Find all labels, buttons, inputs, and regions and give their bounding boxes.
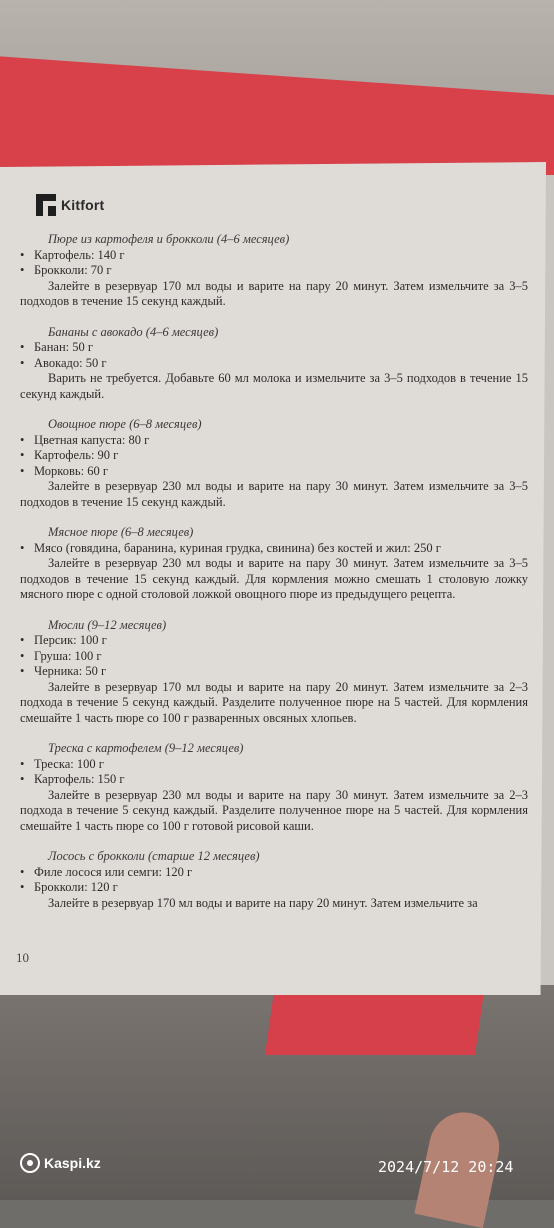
bullet-icon: •: [20, 432, 25, 447]
ingredient-item: [20, 880, 528, 896]
recipe-title: Треска с картофелем (9–12 месяцев): [48, 741, 244, 755]
ingredient-item: [20, 649, 528, 665]
recipe-instructions: Варить не требуется. Добавьте 60 мл молока и измельчите за 3–5 подходов в течение 15 секунд каждый.: [20, 371, 528, 401]
kitfort-logo-icon: [34, 192, 58, 218]
recipe: [20, 417, 528, 510]
recipe-instructions: Залейте в резервуар 230 мл воды и варите на пару 30 минут. Затем измельчите за 3–5 подходов в течение 15 секунд каждый.: [20, 479, 528, 509]
ingredient-item: [20, 664, 528, 680]
ingredient-item: [20, 464, 528, 480]
recipe-instructions: Залейте в резервуар 230 мл воды и варите на пару 30 минут. Затем измельчите за 3–5 подходов в течение 15 секунд каждый. Для кормления можно смешать 1 столовую ложку мясного пюре с одной столовой ложкой овощного пюре из предыдущего рецепта.: [20, 556, 528, 601]
ingredient-text: Картофель: 150 г: [34, 772, 125, 786]
recipe-instructions: Залейте в резервуар 170 мл воды и варите на пару 20 минут. Затем измельчите за: [48, 895, 478, 910]
recipe: [20, 525, 528, 603]
bullet-icon: •: [20, 355, 25, 370]
ingredient-text: Картофель: 140 г: [34, 247, 125, 262]
ingredient-item: [20, 757, 528, 773]
ingredient-text: Брокколи: 70 г: [34, 263, 112, 277]
ingredient-text: Треска: 100 г: [34, 756, 104, 771]
ingredient-text: Морковь: 60 г: [34, 463, 108, 478]
bullet-icon: •: [20, 756, 25, 771]
watermark-text: Kaspi.kz: [44, 1155, 101, 1171]
red-cover-bottom: [265, 985, 485, 1055]
bullet-icon: •: [20, 540, 25, 555]
bullet-icon: •: [20, 880, 25, 894]
ingredient-text: Мясо (говядина, баранина, куриная грудка, свинина) без костей и жил: 250 г: [34, 540, 441, 555]
recipe-title: Лосось с брокколи (старше 12 месяцев): [48, 849, 260, 863]
bullet-icon: •: [20, 263, 25, 277]
ingredient-text: Груша: 100 г: [34, 648, 102, 663]
recipe-instructions: Залейте в резервуар 170 мл воды и варите на пару 20 минут. Затем измельчите за 3–5 подходов в течение 15 секунд каждый.: [20, 278, 528, 308]
bullet-icon: •: [20, 448, 25, 462]
ingredient-text: Картофель: 90 г: [34, 448, 119, 462]
ingredient-item: [20, 541, 528, 557]
ingredient-text: Черника: 50 г: [34, 664, 107, 678]
ingredient-text: Банан: 50 г: [34, 340, 94, 354]
ingredient-item: [20, 633, 528, 649]
recipe: [20, 849, 528, 911]
recipe-title: Мясное пюре (6–8 месяцев): [48, 525, 194, 539]
brand-logo: [34, 192, 104, 218]
ingredient-item: [20, 356, 528, 372]
recipe-instructions: Залейте в резервуар 230 мл воды и варите на пару 30 минут. Затем измельчите за 2–3 подхода в течение 5 секунд каждый. Разделите полученное пюре на 5 частей. Для кормления смешайте 1 часть пюре со 100 г готовой рисовой каши.: [20, 787, 528, 833]
ingredient-item: [20, 248, 528, 264]
recipe-title: Мюсли (9–12 месяцев): [48, 617, 167, 632]
recipe-title: Бананы с авокадо (4–6 месяцев): [48, 324, 219, 339]
bullet-icon: •: [20, 664, 25, 678]
recipe: [20, 618, 528, 727]
recipe: [20, 325, 528, 403]
bullet-icon: •: [20, 247, 25, 262]
bullet-icon: •: [20, 648, 25, 663]
recipe-title: Пюре из картофеля и брокколи (4–6 месяцев): [48, 232, 290, 246]
bullet-icon: •: [20, 633, 25, 647]
recipe-title: Овощное пюре (6–8 месяцев): [48, 417, 202, 431]
kaspi-logo-icon: [20, 1153, 40, 1173]
bullet-icon: •: [20, 772, 25, 786]
ingredient-text: Персик: 100 г: [34, 633, 107, 647]
page-number: 10: [16, 950, 29, 965]
ingredient-item: [20, 340, 528, 356]
bullet-icon: •: [20, 864, 25, 879]
ingredient-item: [20, 433, 528, 449]
bullet-icon: •: [20, 463, 25, 478]
bullet-icon: •: [20, 340, 25, 354]
ingredient-text: Филе лосося или семги: 120 г: [34, 864, 193, 879]
recipe-list: [20, 232, 528, 926]
recipe-instructions: Залейте в резервуар 170 мл воды и варите на пару 20 минут. Затем измельчите за 2–3 подхода в течение 5 секунд каждый. Разделите полученное пюре на 5 частей. Для кормления смешайте 1 часть пюре со 100 г разваренных овсяных хлопьев.: [20, 679, 528, 725]
photo-timestamp: 2024/7/12 20:24: [378, 1158, 514, 1176]
kaspi-watermark: [20, 1153, 101, 1173]
recipe: [20, 741, 528, 834]
ingredient-item: [20, 448, 528, 464]
ingredient-item: [20, 865, 528, 881]
ingredient-text: Авокадо: 50 г: [34, 355, 107, 370]
brand-name: Kitfort: [61, 197, 105, 213]
ingredient-text: Цветная капуста: 80 г: [34, 432, 150, 447]
ingredient-item: [20, 263, 528, 279]
ingredient-item: [20, 772, 528, 788]
recipe: [20, 232, 528, 310]
ingredient-text: Брокколи: 120 г: [34, 880, 118, 894]
